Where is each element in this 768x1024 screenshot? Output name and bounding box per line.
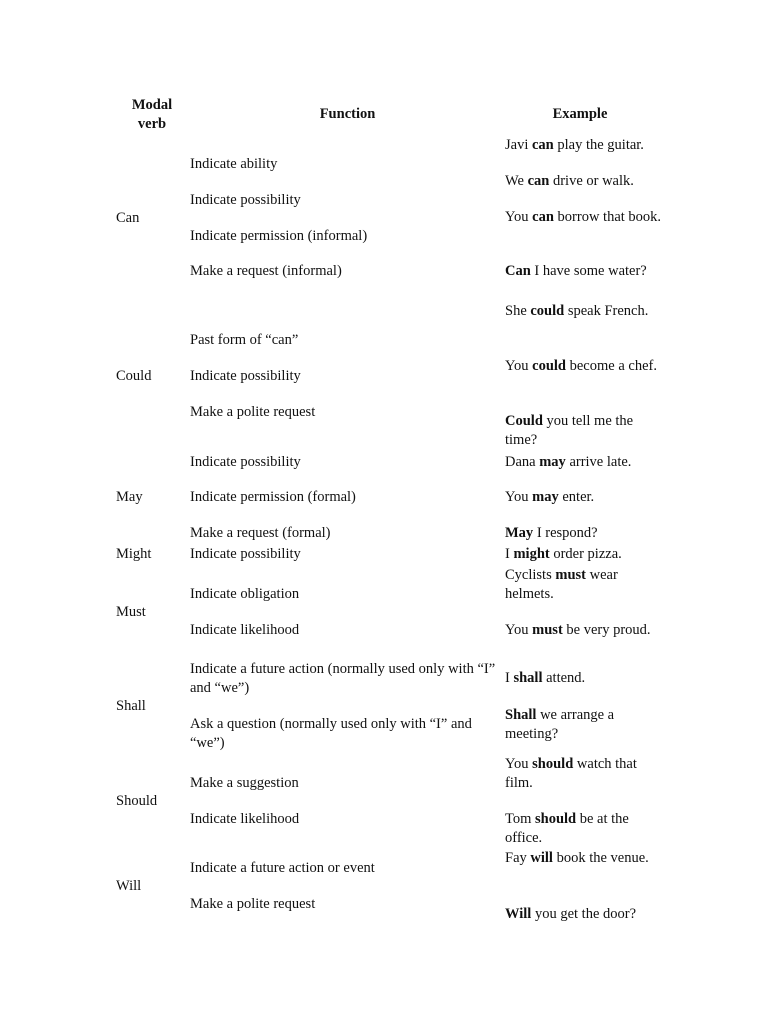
function-cell: Make a suggestion [190,775,299,791]
modal-verb-bold: could [530,303,565,319]
function-cell: Make a request (informal) [190,263,342,279]
example-cell [505,755,665,793]
modal-verb-bold: can [527,173,550,189]
example-text: become a chef. [566,358,657,374]
example-text: Cyclists [505,567,556,583]
example-text: You [505,358,533,374]
modal-verb-bold: could [532,358,566,374]
example-text: book the venue. [552,850,649,866]
function-cell: Indicate ability [190,156,278,172]
header-modal-verb: Modal verb [131,97,173,132]
example-text: borrow that book. [553,209,662,225]
example-text: I [505,670,514,686]
example-text: you get the door? [531,906,637,922]
verb-could: Could [116,368,152,384]
function-cell: Indicate a future action or event [190,860,375,876]
modal-verb-bold: should [532,756,574,772]
example-cell [505,262,665,281]
modal-verb-bold: may [532,489,559,505]
example-text: speak French. [564,303,649,319]
example-cell [505,669,665,688]
verb-may: May [116,489,143,505]
function-cell: Make a polite request [190,404,316,420]
modal-verb-bold: might [513,546,550,562]
example-text: arrive late. [565,454,632,470]
example-cell [505,545,665,564]
modal-verb-bold: shall [513,670,543,686]
modal-verb-bold: Could [505,413,543,429]
modal-verb-bold: Will [505,906,532,922]
example-cell [505,172,665,191]
modal-verb-bold: should [535,811,577,827]
example-text: be at the office. [505,811,629,846]
function-cell: Indicate permission (formal) [190,489,356,505]
example-text: We [505,173,528,189]
function-cell: Make a request (formal) [190,525,331,541]
example-text: You [505,622,533,638]
example-text: You [505,489,533,505]
verb-might: Might [116,546,152,562]
function-cell: Indicate likelihood [190,811,300,827]
function-cell: Indicate possibility [190,192,301,208]
example-text: I have some water? [530,263,647,279]
example-text: we arrange a meeting? [505,707,615,742]
verb-must: Must [116,604,146,620]
example-text: You [505,209,533,225]
modal-verb-bold: must [532,622,563,638]
modal-verb-bold: must [555,567,586,583]
modal-verb-bold: will [530,850,553,866]
example-cell [505,453,665,472]
verb-shall: Shall [116,698,146,714]
function-cell: Ask a question (normally used only with “I” and “we”) [190,716,472,751]
example-cell [505,412,665,450]
example-cell [505,706,665,744]
example-cell [505,488,665,507]
example-text: You [505,756,533,772]
modal-verb-bold: may [539,454,566,470]
example-cell [505,136,665,155]
example-text: Fay [505,850,531,866]
example-text: be very proud. [562,622,651,638]
modal-verb-bold: Can [505,263,531,279]
function-cell: Make a polite request [190,896,316,912]
function-cell: Indicate permission (informal) [190,228,368,244]
example-cell [505,208,665,227]
example-cell [505,524,665,543]
example-text: play the guitar. [553,137,644,153]
modal-verb-bold: May [505,525,534,541]
example-cell [505,566,665,604]
function-cell: Indicate possibility [190,454,301,470]
function-cell: Indicate likelihood [190,622,300,638]
example-text: attend. [542,670,586,686]
modal-verb-bold: can [531,137,554,153]
example-cell [505,357,665,376]
function-cell: Indicate obligation [190,586,300,602]
example-text: I [505,546,514,562]
modal-verb-bold: Shall [505,707,537,723]
example-text: watch that film. [505,756,637,791]
example-cell [505,302,665,321]
function-cell: Past form of “can” [190,332,299,348]
function-cell: Indicate possibility [190,546,301,562]
example-text: wear helmets. [505,567,618,602]
verb-will: Will [116,878,142,894]
function-cell: Indicate a future action (normally used only with “I” and “we”) [190,661,496,696]
example-cell [505,621,665,640]
example-text: order pizza. [549,546,622,562]
example-text: Javi [505,137,532,153]
example-text: Dana [505,454,540,470]
example-text: enter. [558,489,595,505]
header-example: Example [552,106,608,122]
verb-should: Should [116,793,158,809]
verb-can: Can [116,210,140,226]
example-cell [505,905,665,924]
function-cell: Indicate possibility [190,368,301,384]
modal-verb-bold: can [532,209,554,225]
example-text: you tell me the time? [505,413,634,448]
example-cell [505,849,665,868]
example-text: She [505,303,531,319]
header-function: Function [319,106,376,122]
example-text: I respond? [533,525,598,541]
example-text: drive or walk. [549,173,634,189]
example-cell [505,810,665,848]
example-text: Tom [505,811,535,827]
